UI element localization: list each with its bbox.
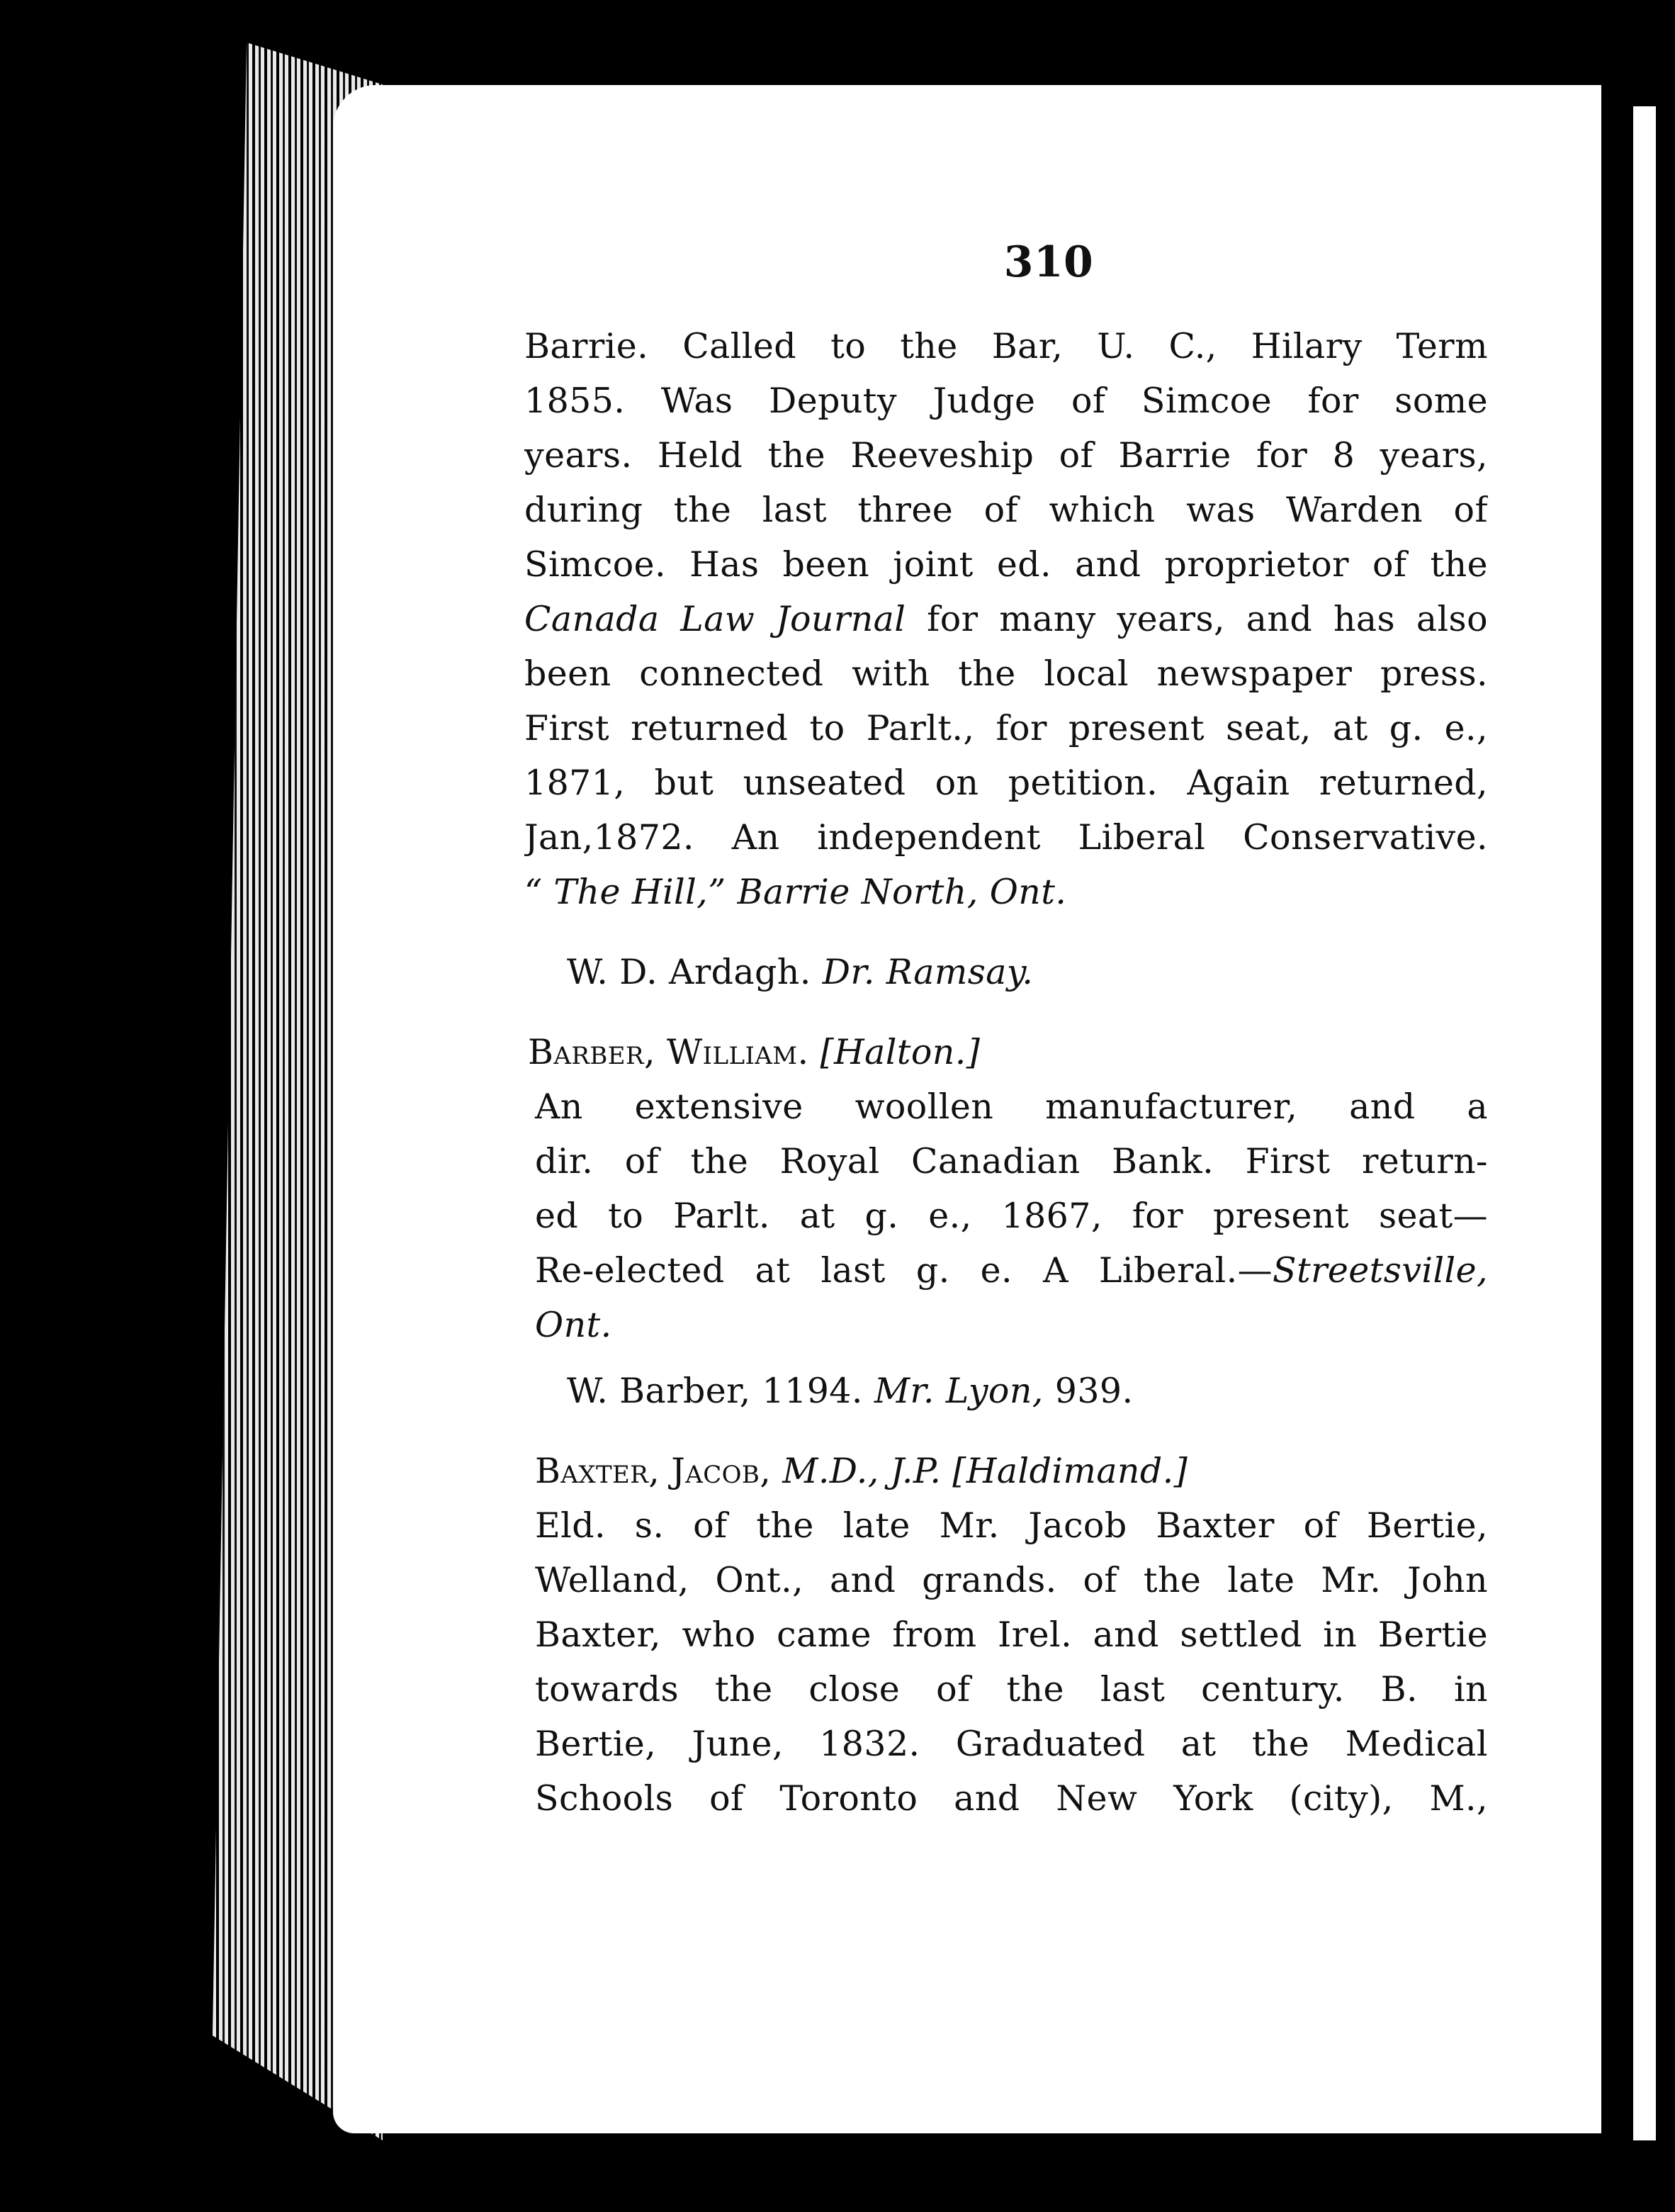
constituency: [Halton.]: [820, 1032, 981, 1072]
member-titles: M.D., J.P.: [782, 1451, 942, 1491]
text-line: Canada Law Journal for many years, and has also: [524, 599, 1488, 639]
election-result: W. Barber, 1194. Mr. Lyon, 939.: [567, 1371, 1134, 1411]
text-line: Eld. s. of the late Mr. Jacob Baxter of Bertie,: [535, 1505, 1488, 1546]
election-result: W. D. Ardagh. Dr. Ramsay.: [567, 952, 1034, 992]
text-line: An extensive woollen manufacturer, and a: [535, 1087, 1488, 1127]
entry-heading: [524, 1444, 1488, 1498]
text-line: Jan,1872. An independent Liberal Conservative.: [524, 817, 1488, 858]
text-line: 1871, but unseated on petition. Again returned,: [524, 763, 1488, 803]
text-line: Re-elected at last g. e. A Liberal.—Streetsville,: [535, 1250, 1488, 1291]
constituency: [Haldimand.]: [952, 1451, 1188, 1491]
text-line: Bertie, June, 1832. Graduated at the Medical: [535, 1724, 1488, 1764]
page-text: [524, 227, 1488, 1826]
text-line: towards the close of the last century. B. in: [535, 1669, 1488, 1709]
page-number: 310: [1003, 237, 1094, 287]
text-line: Barrie. Called to the Bar, U. C., Hilary Term: [524, 326, 1488, 366]
address-line: Ont.: [535, 1305, 612, 1345]
journal-title: Canada Law Journal: [524, 599, 906, 639]
text-line: Baxter, who came from Irel. and settled in Bertie: [535, 1615, 1488, 1655]
facing-page-edge: [1633, 106, 1656, 2140]
text-line: during the last three of which was Warden of: [524, 490, 1488, 530]
text-line: dir. of the Royal Canadian Bank. First return-: [535, 1141, 1488, 1181]
text-line: Simcoe. Has been joint ed. and proprietor of the: [524, 544, 1488, 585]
member-name: Baxter, Jacob,: [535, 1451, 772, 1491]
text-line: Schools of Toronto and New York (city), M.,: [535, 1778, 1488, 1819]
text-line: been connected with the local newspaper press.: [524, 653, 1488, 694]
address-line: “ The Hill,” Barrie North, Ont.: [524, 872, 1067, 912]
member-name: Barber, William.: [528, 1032, 809, 1072]
text-line: First returned to Parlt., for present seat, at g. e.,: [524, 708, 1488, 748]
text-line: 1855. Was Deputy Judge of Simcoe for some: [524, 381, 1488, 421]
text-line: years. Held the Reeveship of Barrie for 8 years,: [524, 435, 1488, 476]
text-line: ed to Parlt. at g. e., 1867, for present seat—: [535, 1196, 1488, 1236]
entry-heading: [524, 1025, 1488, 1079]
text-line: Welland, Ont., and grands. of the late Mr. John: [535, 1560, 1488, 1600]
